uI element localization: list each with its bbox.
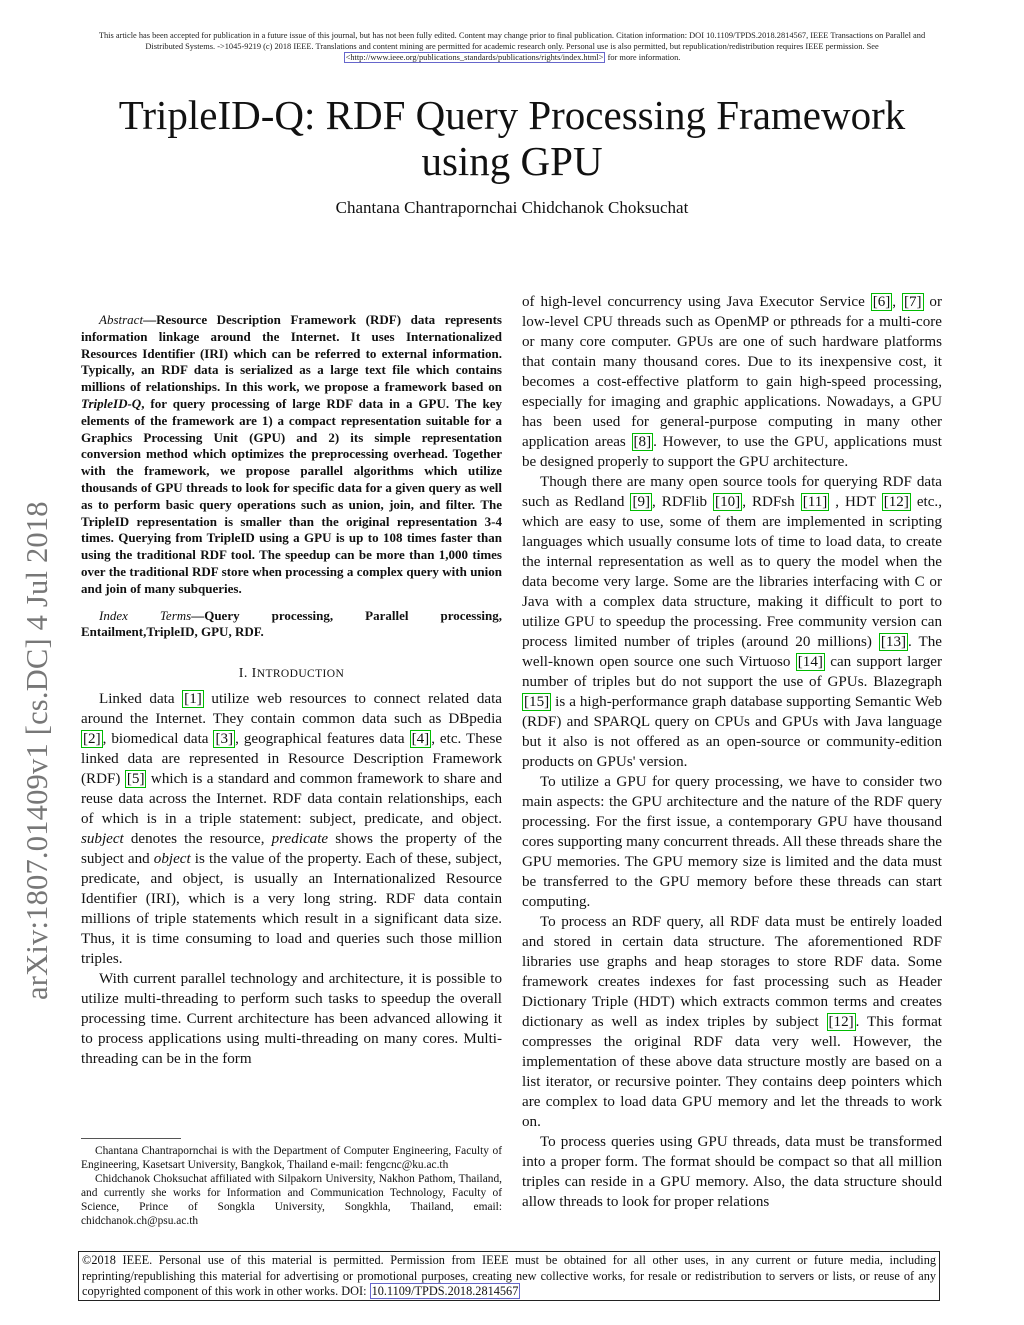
text: , RDFsh: [742, 494, 801, 510]
abstract-text-2: , for query processing of large RDF data in a GPU. The key elements of the framework are 1) a compact representation suitable for a Graphics Processing Unit (GPU) and 2) its simple representation conversion method which optimizes the preprocessing overhead. Together with the framework, we propose parallel algorithms which utilize thousands of GPU threads to look for specific data for a given query as well as to perform basic query operations such as union, join, and filter. The TripleID representation is smaller than the original representation 3-4 times. Querying from TripleID using a GPU is up to 108 times faster than using the traditional RDF tool. The speedup can be more than 1,000 times over the traditional RDF store when processing a complex query with union and join of many subqueries.: [81, 395, 502, 596]
citation-link[interactable]: [12]: [828, 1014, 854, 1030]
text: or low-level CPU threads such as OpenMP or pthreads for a multi-core or many core computer. GPUs are one of such hardware platforms that contain many thousand cores. Due to its inexpensive cost, it becomes a cost-effective platform to gain high-speed processing, especially for imaging and graphic applications. Nowadays, a GPU has been used for general-purpose computing in many other application areas: [522, 294, 942, 450]
paragraph: [81, 689, 502, 969]
paragraph: To process queries using GPU threads, data must be transformed into a proper form. The format should be compact so that all million triples can reside in a GPU memory. Also, the data structure should allow threads to look for proper relations: [522, 1134, 942, 1210]
citation-link[interactable]: [14]: [797, 654, 823, 670]
text: shows the property of the subject and: [81, 831, 502, 868]
publication-notice: [80, 30, 944, 63]
notice-line-3: for more information.: [605, 53, 681, 62]
text: is a high-performance graph database supporting Semantic Web (RDF) and SPARQL query on CPUs and GPUs with Java language but it also is not offered as an open-source or community-edition products on GPUs' version.: [522, 694, 942, 770]
abstract: [81, 312, 502, 598]
citation-link[interactable]: [5]: [126, 771, 145, 788]
ieee-rights-link[interactable]: <http://www.ieee.org/publications_standards/publications/rights/index.html>: [345, 53, 604, 62]
citation-link[interactable]: [2]: [83, 731, 101, 748]
text: , etc. These linked data are represented in Resource Description Framework (RDF): [81, 731, 503, 788]
italic-term: predicate: [271, 831, 329, 848]
copyright-box: [78, 1251, 940, 1301]
text: , geographical features data: [235, 731, 410, 748]
text: , biomedical data: [102, 731, 214, 748]
text: . However, to use the GPU, applications must be designed properly to support the GPU architecture.: [522, 434, 943, 470]
citation-link[interactable]: [6]: [872, 294, 891, 310]
text: Linked data: [99, 691, 183, 708]
paragraph: To utilize a GPU for query processing, we have to consider two main aspects: the GPU architecture and the nature of the RDF query processing. For the first issue, a contemporary GPU have thousand cores supporting many concurrent threads. All these threads share the GPU memories. The GPU memory size is limited and the data must be transferred to the GPU memory before these threads can start computing.: [522, 774, 942, 910]
footnote: Chidchanok Choksuchat affiliated with Silpakorn University, Nakhon Pathom, Thailand, and currently she works for Information and Communication Technology, Faculty of Science, Prince of Songkla University, Songkhla, Thailand, email: chidchanok.ch@psu.ac.th: [81, 1173, 502, 1227]
citation-link[interactable]: [13]: [880, 634, 907, 650]
citation-link[interactable]: [3]: [215, 731, 234, 748]
right-column: [522, 292, 942, 1212]
left-column: [81, 312, 502, 1069]
arxiv-stamp: arXiv:1807.01409v1 [cs.DC] 4 Jul 2018: [20, 501, 54, 1000]
abstract-label: Abstract: [99, 312, 144, 327]
doi-link[interactable]: 10.1109/TPDS.2018.2814567: [371, 1284, 519, 1298]
abstract-dash: —: [143, 312, 157, 327]
framework-name: TripleID-Q: [81, 395, 142, 411]
text: is the value of the property. Each of these, subject, predicate, and object, is usually an Internationalized Resource Identifier (IRI), which is a very long string. RDF data contain millions of triple statements which result in a significant data size. Thus, it is time consuming to load and queries such those million triples.: [81, 851, 503, 968]
text: Though there are many open source tools for querying RDF data such as Redland: [522, 474, 942, 510]
paragraph: With current parallel technology and architecture, it is possible to utilize multi-threading to perform such tasks to speedup the overall processing time. Current architecture has been advanced allowing it to process applications using multi-threading on many cores. Multi-threading can be in the form: [81, 971, 502, 1068]
text: utilize web resources to connect related data around the Internet. They contain common data such as DBpedia: [81, 691, 502, 728]
italic-term: subject: [81, 831, 124, 848]
index-terms-text: Query processing, Parallel processing, Entailment,TripleID, GPU, RDF.: [81, 607, 502, 640]
section-numeral: I. I: [238, 666, 257, 682]
text: of high-level concurrency using Java Executor Service: [522, 294, 871, 310]
intro-body-left: [81, 689, 502, 1069]
section-heading-introduction: [81, 666, 502, 682]
footnote-rule: [81, 1138, 181, 1139]
author-footnotes: [81, 1144, 502, 1228]
copyright-text: ©2018 IEEE. Personal use of this material is permitted. Permission from IEEE must be obtained for all other uses, in any current or future media, including reprinting/republishing this material for advertising or promotional purposes, creating new collective works, for resale or redistribution to servers or lists, or reuse of any copyrighted component of this work in other works. DOI:: [82, 1253, 936, 1298]
section-title: NTRODUCTION: [256, 668, 345, 681]
citation-link[interactable]: [9]: [632, 494, 651, 510]
citation-link[interactable]: [15]: [524, 694, 550, 710]
paper-authors: Chantana Chantrapornchai Chidchanok Choksuchat: [335, 198, 689, 217]
paragraph: [522, 472, 942, 772]
text: . The well-known open source one such Virtuoso: [522, 634, 942, 670]
footnote: Chantana Chantrapornchai is with the Department of Computer Engineering, Faculty of Engineering, Kasetsart University, Bangkok, Thailand e-mail: fengcnc@ku.ac.th: [81, 1145, 502, 1171]
citation-link[interactable]: [4]: [411, 731, 430, 748]
italic-term: object: [153, 851, 191, 868]
text: etc., which are easy to use, some of them are implemented in scripting languages which usually consume lots of time to load data, to create the internal representation as well as to query the model when the data become very large. Some are the libraries interfacing with C or Java with a complex data structure, making it difficult to port to utilize GPU to speedup the processing. Free community version can process limited number of triples (around 20 millions): [522, 494, 942, 650]
text: which is a standard and common framework to share and reuse data across the Internet. RDF data contain relationships, each of which is in a triple statement: subject, predicate, and object.: [81, 771, 502, 828]
text: , RDFlib: [652, 494, 714, 510]
notice-line-2: Distributed Systems. ->1045-9219 (c) 2018 IEEE. Translations and content mining are permitted for academic research only. Personal use is also permitted, but republication/redistribution requires IEEE permission. See: [145, 42, 879, 51]
citation-link[interactable]: [10]: [715, 494, 741, 510]
paragraph: [522, 912, 942, 1132]
citation-link[interactable]: [12]: [883, 494, 909, 510]
text: denotes the resource,: [123, 831, 272, 848]
text: . This format compresses the original RDF data very well. However, the implementation of these above data structure mostly are based on a list iterator, or recursive pointer. They contains deep pointers which are complex to load data GPU memory and let the threads to work on.: [522, 1014, 942, 1130]
abstract-text-1: Resource Description Framework (RDF) data represents information linkage around the Internet. It uses Internationalized Resources Identifier (IRI) which can be referred to external information. Typically, an RDF data is serialized as a large text file which contains millions of relationships. In this work, we propose a framework based on: [81, 312, 502, 395]
text: , HDT: [829, 494, 882, 510]
paper-title: TripleID-Q: RDF Query Processing Framework using GPU: [118, 92, 906, 184]
index-terms-label: Index Terms: [99, 607, 192, 623]
text: ,: [892, 294, 902, 310]
index-terms-dash: —: [191, 607, 205, 623]
text: To process an RDF query, all RDF data must be entirely loaded and stored in certain data structure. The aforementioned RDF libraries use graphs and heap storages to store RDF data. Some framework creates indexes for fast processing such as Header Dictionary Triple (HDT) which extracts common terms and creates dictionary as well as index triples by subject: [522, 914, 942, 1030]
citation-link[interactable]: [7]: [903, 294, 922, 310]
index-terms: [81, 608, 502, 642]
citation-link[interactable]: [8]: [633, 434, 652, 450]
notice-line-1: This article has been accepted for publication in a future issue of this journal, but has not been fully edited. Content may change prior to final publication. Citation information: DOI 10.1109/TPDS.2018.2814567, IEEE Transactions on Parallel and: [98, 31, 926, 40]
text: can support larger number of triples but do not support the use of GPUs. Blazegraph: [522, 654, 942, 690]
paragraph: [522, 292, 942, 472]
citation-link[interactable]: [11]: [802, 494, 828, 510]
citation-link[interactable]: [1]: [184, 691, 202, 708]
